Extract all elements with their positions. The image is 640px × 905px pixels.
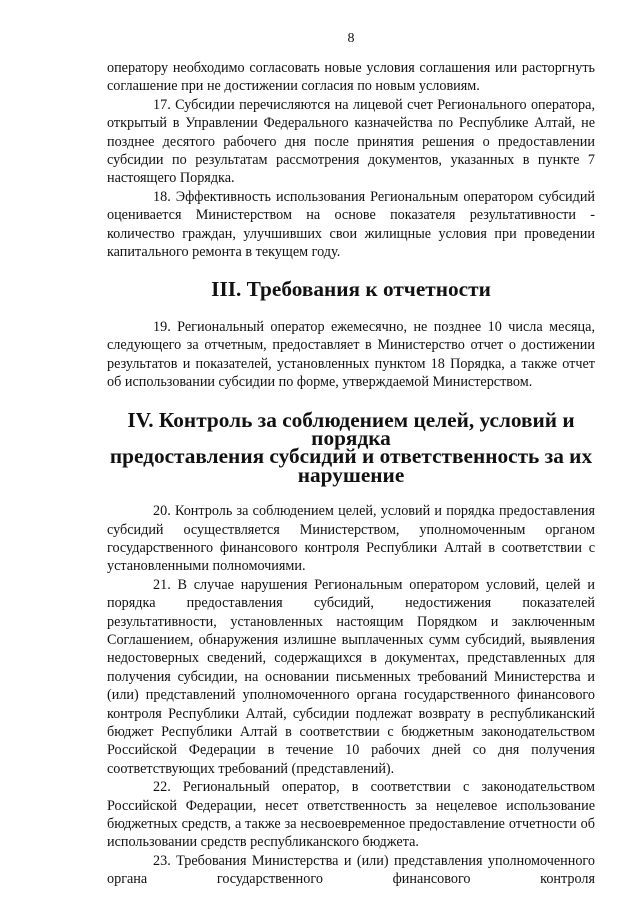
document-page (107, 30, 595, 889)
paragraph-23: 23. Требования Министерства и (или) представления уполномоченного органа государственного финансового контроля (107, 852, 595, 888)
paragraph-continuation: оператору необходимо согласовать новые условия соглашения или расторгнуть соглашение при не достижении согласия по новым условиям. (107, 60, 595, 95)
paragraph-18: 18. Эффективность использования Региональным оператором субсидий оценивается Министерством на основе показателя результативности - количество граждан, улучшивших свои жилищные условия при проведении капитального ремонта в текущем году. (107, 188, 595, 261)
section-iii-title: III. Требования к отчетности (211, 277, 491, 302)
paragraph-21: 21. В случае нарушения Региональным оператором условий, целей и порядка предоставления субсидий, недостижения показателей результативности, установленных настоящим Порядком и заключенным Соглашением, обнаружения излишне выплаченных сумм субсидий, выявления недостоверных сведений, содержащихся в документах, представленных для получения субсидии, на основании письменных требований Министерства и (или) представлений уполномоченного органа государственного финансового контроля Республики Алтай, субсидии подлежат возврату в республиканский бюджет Республики Алтай в соответствии с бюджетным законодательством Российской Федерации в течение 10 рабочих дней со дня получения соответствующих требований (представлений). (107, 576, 595, 777)
paragraph-20: 20. Контроль за соблюдением целей, условий и порядка предоставления субсидий осуществляется Министерством, уполномоченным органом государственного финансового контроля Республики Алтай в соответствии с установленными полномочиями. (107, 503, 595, 575)
section-iv-title-line2: предоставления субсидий и ответственность за их нарушение (109, 444, 593, 487)
paragraph-22: 22. Региональный оператор, в соответствии с законодательством Российской Федерации, несет ответственность за нецелевое использование бюджетных средств, а также за несвоевременное предоставление отчетности об использовании средств республиканского бюджета. (107, 779, 595, 851)
section-iv-heading (107, 407, 595, 487)
page-number: 8 (347, 31, 355, 46)
paragraph-19: 19. Региональный оператор ежемесячно, не позднее 10 числа месяца, следующего за отчетным, предоставляет в Министерство отчет о достижении результатов и показателей, установленных пунктом 18 Порядка, а также отчет об использовании субсидии по форме, утверждаемой Министерством. (107, 318, 595, 391)
section-iv-title-line1: IV. Контроль за соблюдением целей, условий и порядка (127, 407, 575, 450)
paragraph-17: 17. Субсидии перечисляются на лицевой счет Регионального оператора, открытый в Управлении Федерального казначейства по Республике Алтай, не позднее десятого рабочего дня после принятия решения о предоставлении субсидии по результатам рассмотрения документов, указанных в пункте 7 настоящего Порядка. (107, 96, 595, 187)
section-iii-heading (107, 277, 595, 302)
